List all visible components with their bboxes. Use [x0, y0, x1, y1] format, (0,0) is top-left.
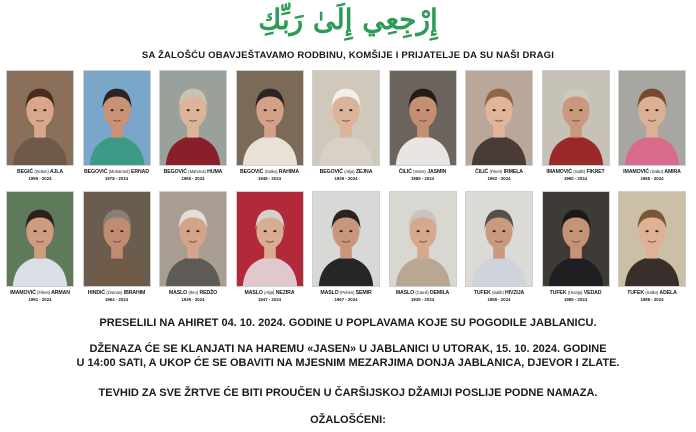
portrait-name [616, 289, 688, 297]
life-years: 1939 - 2024 [334, 176, 358, 181]
father-name: (Fikret) [489, 169, 503, 174]
surname: BEGOVIĆ [84, 169, 108, 175]
portrait-photo [6, 191, 74, 287]
given-name: HUMA [207, 169, 223, 175]
surname: MASLO [395, 290, 415, 296]
deceased-grid [4, 70, 692, 306]
portrait-photo [618, 70, 686, 166]
father-name: (Muhamed) [108, 169, 130, 174]
given-name: ARMAN [51, 290, 70, 296]
surname: BEGOVIĆ [240, 169, 264, 175]
portrait-name [310, 289, 382, 297]
surname: BEGIĆ [17, 169, 33, 175]
portrait-photo [236, 191, 304, 287]
life-years: 1986 - 2024 [411, 176, 434, 181]
intro-text: SA ŽALOŠĆU OBAVJEŠTAVAMO RODBINU, KOMŠIJE I PRIJATELJE DA SU NAŠI DRAGI [141, 50, 555, 61]
given-name: AJLA [49, 169, 63, 175]
portrait-name [4, 168, 76, 176]
father-name: (Salko) [645, 290, 659, 295]
portrait-card [616, 191, 688, 306]
calligraphy-text: إِرْجِعِي إِلَىٰ رَبِّكِ [258, 2, 438, 36]
father-name: (Salih) [491, 290, 504, 295]
portrait-name [234, 168, 306, 176]
surname: MASLO [320, 290, 339, 296]
father-name: (Selam) [34, 169, 49, 174]
given-name: ERNAD [131, 169, 149, 175]
father-name: (Alija) [264, 290, 275, 295]
given-name: IRMELA [503, 169, 523, 175]
surname: MASLO [244, 290, 263, 296]
portrait-name [81, 289, 153, 297]
portrait-name [157, 168, 229, 176]
father-name: (Hivzija) [567, 290, 583, 295]
life-years: 1985 - 2024 [564, 297, 587, 302]
portrait-photo [312, 191, 380, 287]
portrait-card [387, 70, 459, 185]
portrait-photo [83, 191, 151, 287]
father-name: (Camil) [415, 290, 429, 295]
portrait-name [387, 168, 459, 176]
given-name: DEMILA [429, 290, 450, 296]
life-years: 1988 - 2024 [640, 297, 664, 302]
father-name: (Salih) [573, 169, 586, 174]
portrait-name [81, 168, 153, 176]
portrait-card [463, 191, 535, 306]
portrait-name [463, 289, 535, 297]
life-years: 1947 - 2024 [258, 297, 281, 302]
life-years: 1991 - 2024 [28, 297, 52, 302]
surname: IMAMOVIĆ [546, 169, 573, 175]
surname: IMAMOVIĆ [623, 169, 649, 175]
given-name: ZEJNA [355, 169, 373, 175]
life-years: 1965 - 2024 [181, 176, 205, 181]
life-years: 1959 - 2024 [487, 297, 511, 302]
life-years: 1948 - 2024 [258, 176, 281, 181]
funeral-line-1: DŽENAZA ĆE SE KLANJATI NA HAREMU «JASEN» U JABLANICI U UTORAK, 15. 10. 2024. GODINE [89, 343, 607, 355]
funeral-notice [0, 342, 696, 370]
given-name: JASMIN [427, 169, 447, 175]
surname: BEGOVIĆ [319, 169, 343, 175]
portrait-photo [83, 70, 151, 166]
given-name: IBRAHIM [123, 290, 146, 296]
portrait-photo [465, 70, 533, 166]
portrait-photo [236, 70, 304, 166]
portrait-card [81, 191, 153, 306]
surname: ČILIĆ [475, 169, 489, 175]
portrait-card [387, 191, 459, 306]
life-years: 1992 - 2024 [487, 176, 511, 181]
tevhid-line: TEVHID ZA SVE ŽRTVE ĆE BITI PROUČEN U ČARŠIJSKOJ DŽAMIJI POSLIJE PODNE NAMAZA. [98, 387, 598, 399]
life-years: 1939 - 2024 [411, 297, 434, 302]
surname: TUFEK [549, 290, 567, 296]
father-name: (Mahmut) [188, 169, 206, 174]
given-name: ADELA [659, 290, 677, 296]
portrait-photo [159, 191, 227, 287]
portrait-name [540, 289, 612, 297]
portrait-name [234, 289, 306, 297]
portrait-name [387, 289, 459, 297]
surname: TUFEK [627, 290, 644, 296]
father-name: (Pehim) [339, 290, 355, 295]
portrait-card [81, 70, 153, 185]
portrait-card [310, 70, 382, 185]
portrait-card [157, 70, 229, 185]
portrait-card [234, 70, 306, 185]
portrait-name [310, 168, 382, 176]
life-years: 1939 - 2024 [181, 297, 205, 302]
portrait-photo [389, 70, 457, 166]
portrait-photo [618, 191, 686, 287]
portrait-photo [312, 70, 380, 166]
given-name: REDŽO [199, 290, 218, 296]
life-years: 1995 - 2024 [28, 176, 52, 181]
father-name: (Osman) [106, 290, 123, 295]
portrait-photo [389, 191, 457, 287]
given-name: AMIRA [664, 169, 681, 175]
portrait-card [4, 191, 76, 306]
passing-line: PRESELILI NA AHIRET 04. 10. 2024. GODINE U POPLAVAMA KOJE SU POGODILE JABLANICU. [99, 317, 597, 329]
portrait-card [540, 70, 612, 185]
given-name: RAHIMA [278, 169, 299, 175]
portrait-photo [542, 70, 610, 166]
given-name: FIKRET [586, 169, 605, 175]
life-years: 1960 - 2024 [564, 176, 587, 181]
surname: HINDIĆ [87, 290, 106, 296]
surname: ČILIĆ [398, 169, 412, 175]
portrait-card [4, 70, 76, 185]
surname: MASLO [168, 290, 188, 296]
portrait-photo [159, 70, 227, 166]
life-years: 1978 - 2024 [105, 176, 128, 181]
father-name: (Fikret) [37, 290, 50, 295]
life-years: 1964 - 2024 [105, 297, 128, 302]
portrait-name [4, 289, 76, 297]
father-name: (Salko) [650, 169, 664, 174]
calligraphy-header [0, 2, 696, 36]
given-name: SEMIR [355, 290, 372, 296]
portrait-card [234, 191, 306, 306]
portrait-name [540, 168, 612, 176]
father-name: (Alija) [344, 169, 355, 174]
surname: TUFEK [473, 290, 491, 296]
portrait-photo [465, 191, 533, 287]
tevhid-notice [0, 386, 696, 400]
mourners-heading [0, 413, 696, 427]
surname: IMAMOVIĆ [10, 290, 36, 296]
life-years: 1967 - 2024 [334, 297, 358, 302]
given-name: HIVZIJA [505, 290, 525, 296]
surname: BEGOVIĆ [163, 169, 187, 175]
life-years: 1965 - 2024 [640, 176, 664, 181]
given-name: VEDAD [583, 290, 602, 296]
father-name: (Salko) [264, 169, 278, 174]
portrait-card [310, 191, 382, 306]
portrait-photo [542, 191, 610, 287]
given-name: NEZIRA [275, 290, 295, 296]
mourners-label: OŽALOŠĆENI: [310, 414, 386, 426]
portrait-name [463, 168, 535, 176]
passing-notice [0, 316, 696, 330]
portrait-photo [6, 70, 74, 166]
portrait-card [463, 70, 535, 185]
portrait-card [616, 70, 688, 185]
portrait-name [616, 168, 688, 176]
father-name: (Ismet) [413, 169, 426, 174]
portrait-card [540, 191, 612, 306]
portrait-card [157, 191, 229, 306]
portrait-name [157, 289, 229, 297]
father-name: (Ibro) [188, 290, 199, 295]
funeral-line-2: U 14:00 SATI, A UKOP ĆE SE OBAVITI NA MJESNIM MEZARJIMA DONJA JABLANICA, DJEVOR I ZLATE. [76, 357, 620, 369]
